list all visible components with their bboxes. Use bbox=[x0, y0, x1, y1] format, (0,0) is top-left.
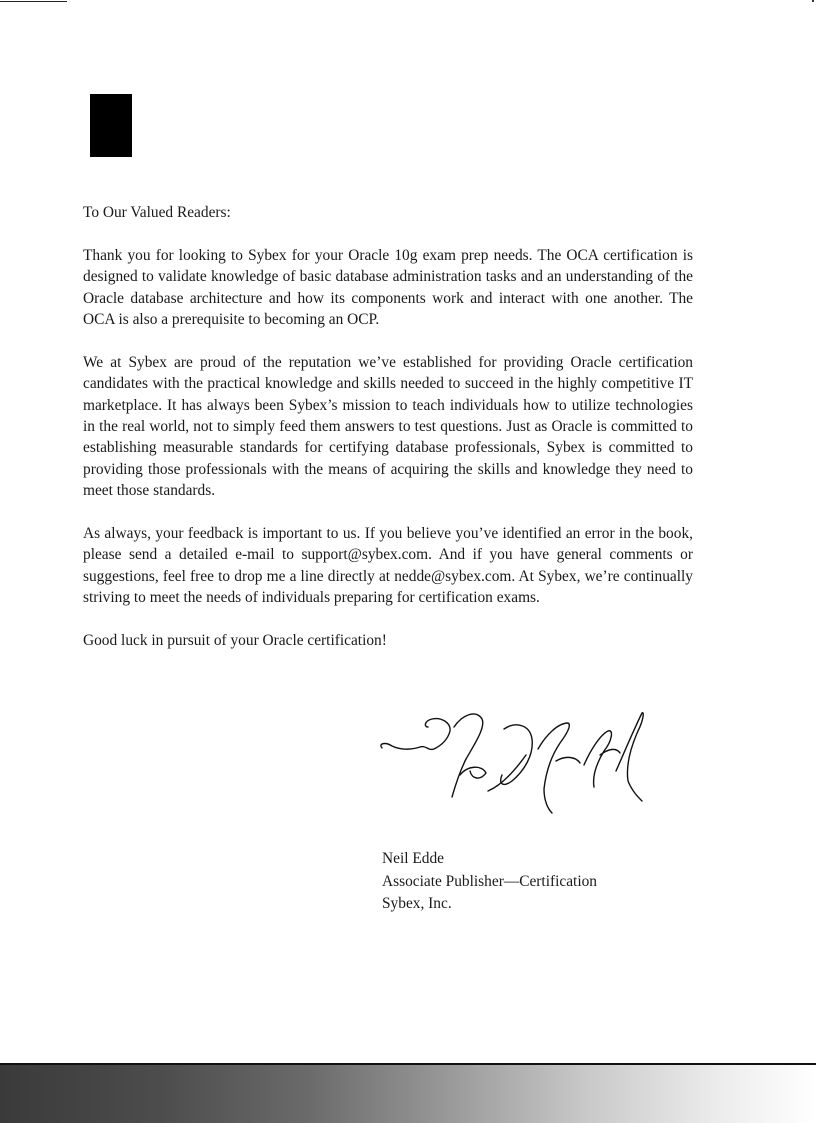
paragraph-closing: Good luck in pursuit of your Oracle certification! bbox=[83, 632, 387, 650]
top-rule bbox=[0, 1, 67, 2]
salutation: To Our Valued Readers: bbox=[83, 204, 231, 221]
corner-mark bbox=[812, 0, 814, 2]
publisher-logo-block bbox=[90, 94, 132, 157]
signer-name: Neil Edde bbox=[382, 850, 444, 867]
signoff-block bbox=[382, 848, 597, 916]
paragraph-feedback: As always, your feedback is important to us. If you believe you’ve identified an error in the book, please send a detailed e-mail to support@sybex.com. And if you have general comments or suggestions, feel free to drop me a line directly at nedde@sybex.com. At Sybex, we’re continually striving to meet the needs of individuals preparing for certification exams. bbox=[83, 525, 693, 607]
paragraph-intro: Thank you for looking to Sybex for your Oracle 10g exam prep needs. The OCA certification is designed to validate knowledge of basic database administration tasks and an understanding of the Oracle database architecture and how its components work and interact with one another. The OCA is also a prerequisite to becoming an OCP. bbox=[83, 246, 693, 329]
letter-body bbox=[83, 202, 693, 673]
paragraph-reputation: We at Sybex are proud of the reputation we’ve established for providing Oracle certification candidates with the practical knowledge and skills needed to succeed in the highly competitive IT marketplace. It has always been Sybex’s mission to teach individuals how to utilize technologies in the real world, not to simply feed them answers to test questions. Just as Oracle is committed to establishing measurable standards for certifying database professionals, Sybex is committed to providing those professionals with the means of acquiring the skills and knowledge they need to meet those standards. bbox=[83, 353, 693, 500]
footer-gradient-bar bbox=[0, 1063, 816, 1123]
signer-title: Associate Publisher—Certification bbox=[382, 872, 597, 890]
signer-company: Sybex, Inc. bbox=[382, 895, 452, 912]
handwritten-signature bbox=[376, 705, 648, 820]
